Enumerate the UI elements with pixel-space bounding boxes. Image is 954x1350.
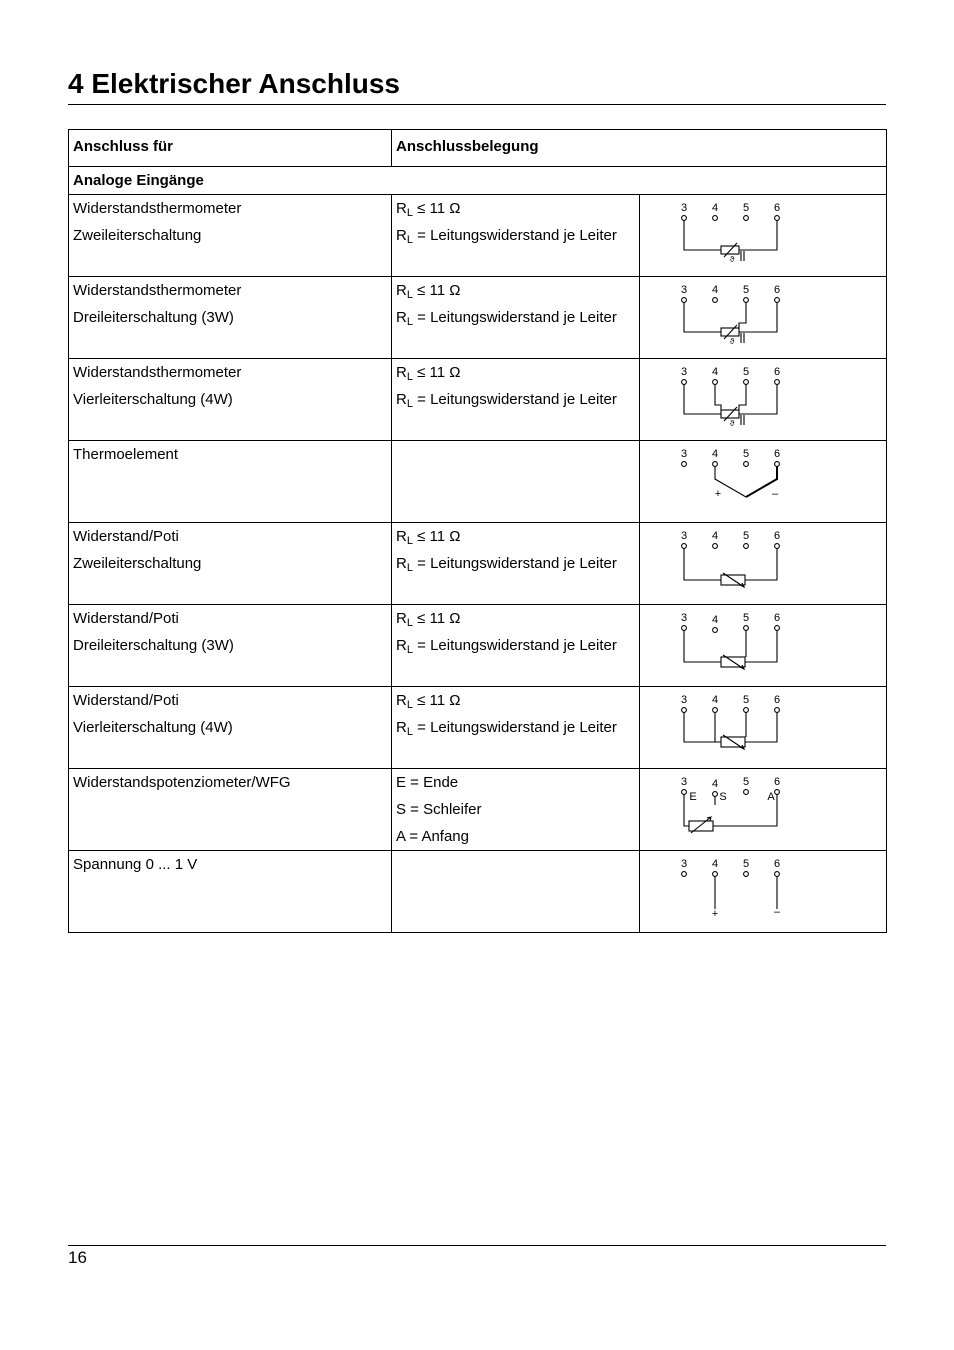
assignment-cell xyxy=(392,523,640,605)
terminal-4-label: 4 xyxy=(711,366,718,378)
line-resistance-definition: $R_L$ = Leitungswiderstand je Leiter xyxy=(396,227,617,246)
terminal-6-label: 6 xyxy=(773,284,780,296)
poti-4-wire-diagram xyxy=(640,687,812,768)
connection-label: Thermoelement xyxy=(73,446,179,463)
terminal-4-label: 4 xyxy=(711,448,718,460)
terminal-5-label: 5 xyxy=(742,694,749,706)
plus-label: + xyxy=(711,908,718,920)
table-row xyxy=(69,687,887,769)
section-row xyxy=(69,167,887,195)
terminal-5-label: 5 xyxy=(742,612,749,624)
terminal-4-label: 4 xyxy=(711,284,718,296)
connection-sublabel: Dreileiterschaltung (3W) xyxy=(73,309,234,326)
table-row xyxy=(69,359,887,441)
assignment-cell xyxy=(392,359,640,441)
minus-label: – xyxy=(773,906,780,918)
wfg-end-letter: E xyxy=(688,791,697,803)
connection-sublabel: Zweileiterschaltung xyxy=(73,555,202,572)
connection-label: Widerstand/Poti xyxy=(73,528,179,545)
terminal-3-label: 3 xyxy=(680,202,687,214)
table-row xyxy=(69,195,887,277)
voltage-diagram xyxy=(640,851,812,932)
table-row xyxy=(69,605,887,687)
theta-label: ϑ xyxy=(729,255,734,264)
assignment-cell xyxy=(392,687,640,769)
connection-sublabel: Zweileiterschaltung xyxy=(73,227,202,244)
connection-cell xyxy=(69,769,392,851)
terminal-3-label: 3 xyxy=(680,858,687,870)
poti-3-wire-diagram xyxy=(640,605,812,686)
poti-2-wire-diagram xyxy=(640,523,812,604)
line-resistance-limit: $R_L \le 11$ Ω xyxy=(396,364,461,383)
terminal-5-label: 5 xyxy=(742,366,749,378)
footer-divider xyxy=(68,1245,886,1246)
connection-label: Widerstand/Poti xyxy=(73,692,179,709)
plus-label: + xyxy=(714,488,721,500)
wiring-diagram-cell xyxy=(639,605,887,687)
rtd-2-wire-diagram xyxy=(640,195,812,276)
connection-sublabel: Dreileiterschaltung (3W) xyxy=(73,637,234,654)
connection-cell xyxy=(69,195,392,277)
theta-label: ϑ xyxy=(729,419,734,428)
terminal-6-label: 6 xyxy=(773,694,780,706)
assignment-cell xyxy=(392,441,640,523)
table-header-row xyxy=(69,130,887,167)
wfg-diagram xyxy=(640,769,812,850)
terminal-6-label: 6 xyxy=(773,448,780,460)
wfg-start-letter: A xyxy=(766,791,775,803)
assignment-cell xyxy=(392,851,640,933)
terminal-3-label: 3 xyxy=(680,366,687,378)
assignment-cell xyxy=(392,769,640,851)
connection-cell xyxy=(69,277,392,359)
connection-cell xyxy=(69,441,392,523)
terminal-6-label: 6 xyxy=(773,202,780,214)
connection-label: Widerstandsthermometer xyxy=(73,200,242,217)
connection-cell xyxy=(69,605,392,687)
legend-start: A = Anfang xyxy=(396,828,469,845)
wiring-diagram-cell xyxy=(639,195,887,277)
connection-label: Spannung 0 ... 1 V xyxy=(73,856,198,873)
wfg-wiper-letter: S xyxy=(718,791,727,803)
page-title: 4 Elektrischer Anschluss xyxy=(68,68,401,99)
terminal-4-label: 4 xyxy=(711,858,718,870)
terminal-6-label: 6 xyxy=(773,858,780,870)
line-resistance-definition: $R_L$ = Leitungswiderstand je Leiter xyxy=(396,309,617,328)
terminal-5-label: 5 xyxy=(742,858,749,870)
page-number: 16 xyxy=(68,1248,87,1267)
connection-label: Widerstandsthermometer xyxy=(73,282,242,299)
table-row xyxy=(69,851,887,933)
wiring-diagram-cell xyxy=(639,359,887,441)
wiring-diagram-cell xyxy=(639,769,887,851)
title-divider xyxy=(68,104,886,105)
terminal-3-label: 3 xyxy=(680,530,687,542)
wiring-diagram-cell xyxy=(639,687,887,769)
connection-cell xyxy=(69,523,392,605)
legend-end: E = Ende xyxy=(396,774,459,791)
header-assignment: Anschlussbelegung xyxy=(392,130,887,167)
connection-cell xyxy=(69,687,392,769)
assignment-cell xyxy=(392,605,640,687)
legend-wiper: S = Schleifer xyxy=(396,801,482,818)
header-connection-for: Anschluss für xyxy=(69,130,392,167)
connection-table xyxy=(68,129,887,933)
line-resistance-limit: $R_L \le 11$ Ω xyxy=(396,692,461,711)
table-row xyxy=(69,441,887,523)
section-analog-inputs: Analoge Eingänge xyxy=(69,167,887,195)
terminal-4-label: 4 xyxy=(711,694,718,706)
theta-label: ϑ xyxy=(729,337,734,346)
connection-label: Widerstand/Poti xyxy=(73,610,179,627)
connection-cell xyxy=(69,851,392,933)
terminal-3-label: 3 xyxy=(680,612,687,624)
line-resistance-definition: $R_L$ = Leitungswiderstand je Leiter xyxy=(396,637,617,656)
table-row xyxy=(69,769,887,851)
assignment-cell xyxy=(392,195,640,277)
line-resistance-limit: $R_L \le 11$ Ω xyxy=(396,282,461,301)
terminal-5-label: 5 xyxy=(742,530,749,542)
line-resistance-limit: $R_L \le 11$ Ω xyxy=(396,200,461,219)
line-resistance-definition: $R_L$ = Leitungswiderstand je Leiter xyxy=(396,391,617,410)
rtd-3-wire-diagram xyxy=(640,277,812,358)
terminal-5-label: 5 xyxy=(742,448,749,460)
connection-sublabel: Vierleiterschaltung (4W) xyxy=(73,391,233,408)
rtd-4-wire-diagram xyxy=(640,359,812,440)
wiring-diagram-cell xyxy=(639,523,887,605)
thermocouple-diagram xyxy=(640,441,812,522)
terminal-4-label: 4 xyxy=(711,614,718,626)
line-resistance-limit: $R_L \le 11$ Ω xyxy=(396,610,461,629)
terminal-6-label: 6 xyxy=(773,612,780,624)
table-row xyxy=(69,277,887,359)
wiring-diagram-cell xyxy=(639,277,887,359)
connection-label: Widerstandspotenziometer/WFG xyxy=(73,774,291,791)
terminal-3-label: 3 xyxy=(680,776,687,788)
line-resistance-definition: $R_L$ = Leitungswiderstand je Leiter xyxy=(396,719,617,738)
connection-sublabel: Vierleiterschaltung (4W) xyxy=(73,719,233,736)
line-resistance-definition: $R_L$ = Leitungswiderstand je Leiter xyxy=(396,555,617,574)
connection-cell xyxy=(69,359,392,441)
terminal-6-label: 6 xyxy=(773,776,780,788)
terminal-3-label: 3 xyxy=(680,694,687,706)
terminal-6-label: 6 xyxy=(773,530,780,542)
minus-label: – xyxy=(771,488,778,500)
line-resistance-limit: $R_L \le 11$ Ω xyxy=(396,528,461,547)
terminal-5-label: 5 xyxy=(742,202,749,214)
terminal-3-label: 3 xyxy=(680,448,687,460)
assignment-cell xyxy=(392,277,640,359)
table-row xyxy=(69,523,887,605)
terminal-4-label: 4 xyxy=(711,778,718,790)
wiring-diagram-cell xyxy=(639,441,887,523)
terminal-5-label: 5 xyxy=(742,284,749,296)
terminal-4-label: 4 xyxy=(711,530,718,542)
connection-label: Widerstandsthermometer xyxy=(73,364,242,381)
terminal-3-label: 3 xyxy=(680,284,687,296)
terminal-4-label: 4 xyxy=(711,202,718,214)
terminal-5-label: 5 xyxy=(742,776,749,788)
wiring-diagram-cell xyxy=(639,851,887,933)
terminal-6-label: 6 xyxy=(773,366,780,378)
